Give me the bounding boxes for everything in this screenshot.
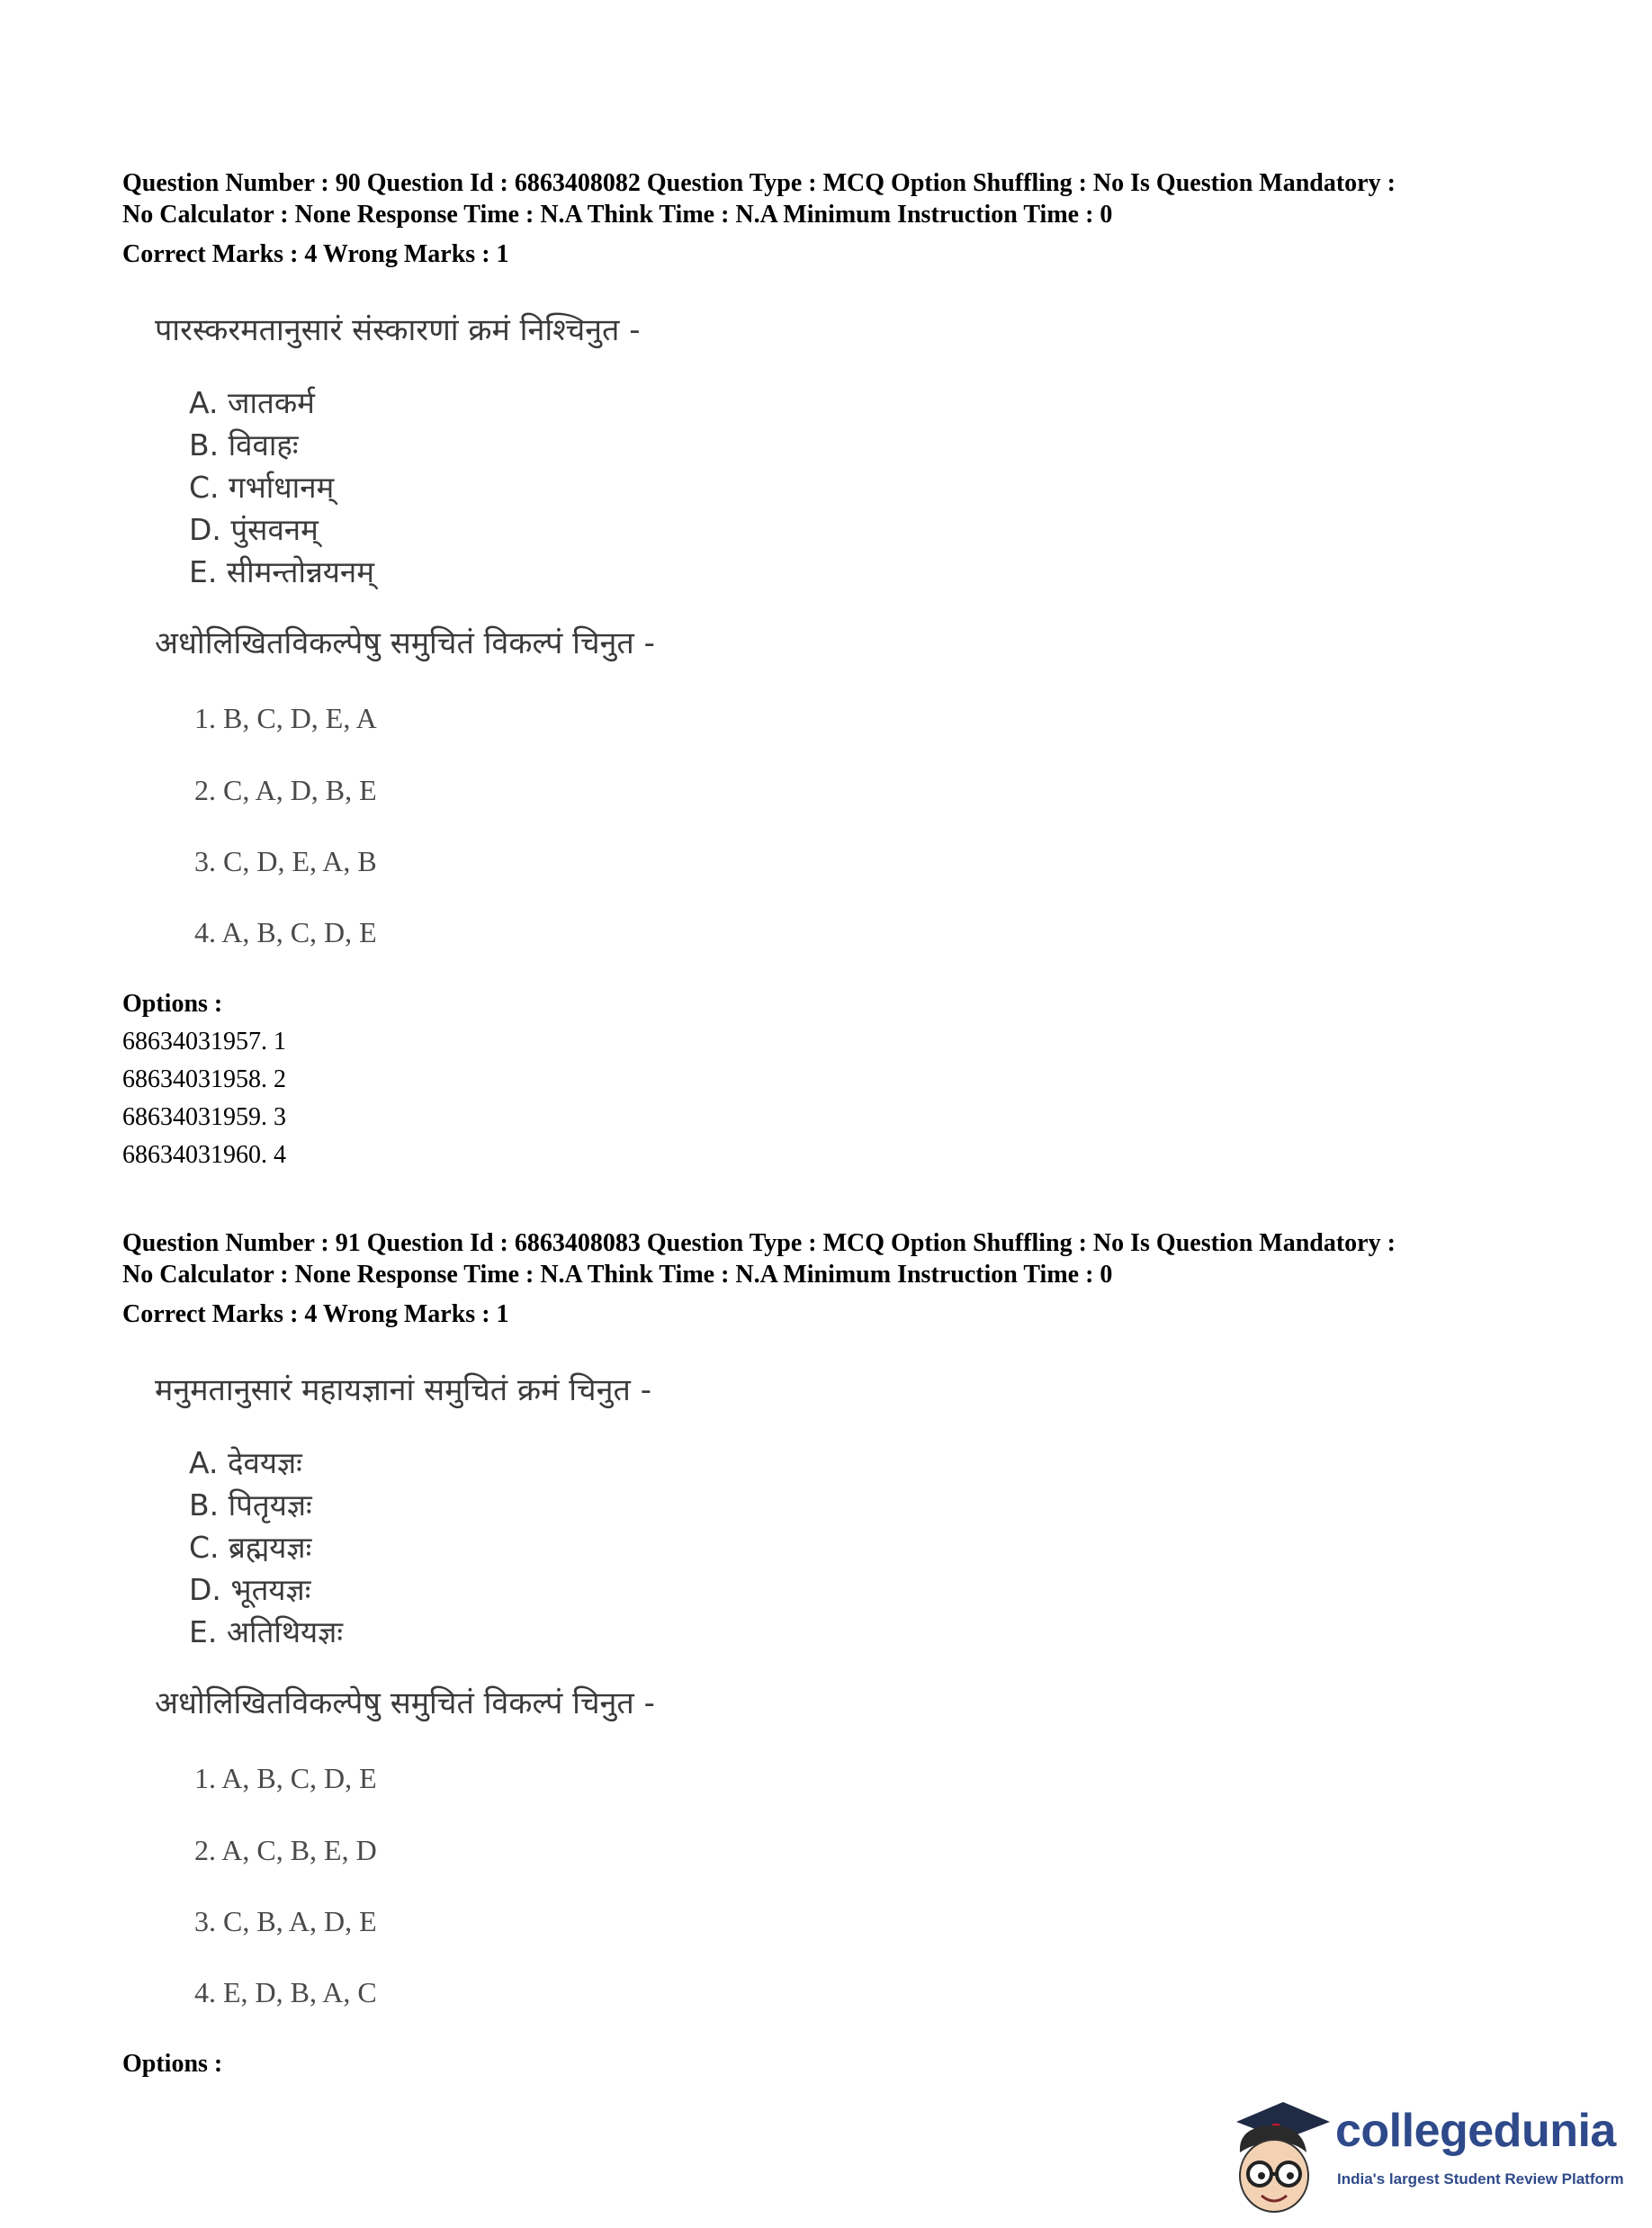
question-91-choice-4: 4. E, D, B, A, C — [194, 1976, 377, 2008]
question-90-options-label: Options : — [122, 990, 223, 1018]
question-90-choice-2: 2. C, A, D, B, E — [194, 774, 377, 806]
question-90-choice-1: 1. B, C, D, E, A — [194, 702, 377, 734]
question-90-choice-3: 3. C, D, E, A, B — [194, 845, 377, 877]
question-90-item-b: B. विवाहः — [189, 427, 299, 463]
collegedunia-logo[interactable] — [1220, 2097, 1643, 2223]
question-90-item-c: C. गर्भाधानम् — [189, 470, 335, 505]
question-90-marks: Correct Marks : 4 Wrong Marks : 1 — [122, 240, 509, 268]
question-91-item-e: E. अतिथियज्ञः — [189, 1614, 343, 1649]
logo-wordmark: collegedunia — [1335, 2105, 1616, 2157]
question-90-option-4: 68634031960. 4 — [122, 1141, 286, 1169]
question-91-item-b: B. पितृयज्ञः — [189, 1487, 312, 1523]
question-90-option-1: 68634031957. 1 — [122, 1028, 286, 1056]
question-91-meta: Question Number : 91 Question Id : 6863408083 Question Type : MCQ Option Shuffling : No Is Question Mandatory : No Calculator : None Response Time : N.A Think Time : N.A Minimum Instruction Time : 0 — [122, 1229, 1396, 1289]
question-91-choice-2: 2. A, C, B, E, D — [194, 1834, 377, 1866]
question-91-choice-3: 3. C, B, A, D, E — [194, 1905, 377, 1937]
question-90-stem: पारस्करमतानुसारं संस्कारणां क्रमं निश्चिनुत - — [155, 312, 641, 348]
question-91-marks: Correct Marks : 4 Wrong Marks : 1 — [122, 1300, 509, 1328]
question-91-options-label: Options : — [122, 2050, 223, 2078]
question-90-item-a: A. जातकर्म — [189, 385, 315, 420]
question-90-item-e: E. सीमन्तोन्नयनम् — [189, 554, 374, 589]
question-90-meta: Question Number : 90 Question Id : 6863408082 Question Type : MCQ Option Shuffling : No Is Question Mandatory : No Calculator : None Response Time : N.A Think Time : N.A Minimum Instruction Time : 0 — [122, 169, 1396, 229]
question-90-instruction: अधोलिखितविकल्पेषु समुचितं विकल्पं चिनुत - — [155, 625, 655, 661]
question-90-option-2: 68634031958. 2 — [122, 1065, 286, 1093]
question-91-item-d: D. भूतयज्ञः — [189, 1572, 311, 1607]
question-91-item-a: A. देवयज्ञः — [189, 1445, 302, 1480]
question-90-option-3: 68634031959. 3 — [122, 1103, 286, 1131]
logo-tagline: India's largest Student Review Platform — [1337, 2170, 1624, 2188]
question-91-choice-1: 1. A, B, C, D, E — [194, 1762, 377, 1794]
mascot-icon — [1220, 2097, 1333, 2223]
question-90-item-d: D. पुंसवनम् — [189, 512, 319, 547]
question-91-instruction: अधोलिखितविकल्पेषु समुचितं विकल्पं चिनुत - — [155, 1685, 655, 1721]
question-91-stem: मनुमतानुसारं महायज्ञानां समुचितं क्रमं चिनुत - — [155, 1372, 651, 1408]
question-90-choice-4: 4. A, B, C, D, E — [194, 916, 377, 948]
question-91-item-c: C. ब्रह्मयज्ञः — [189, 1530, 312, 1565]
